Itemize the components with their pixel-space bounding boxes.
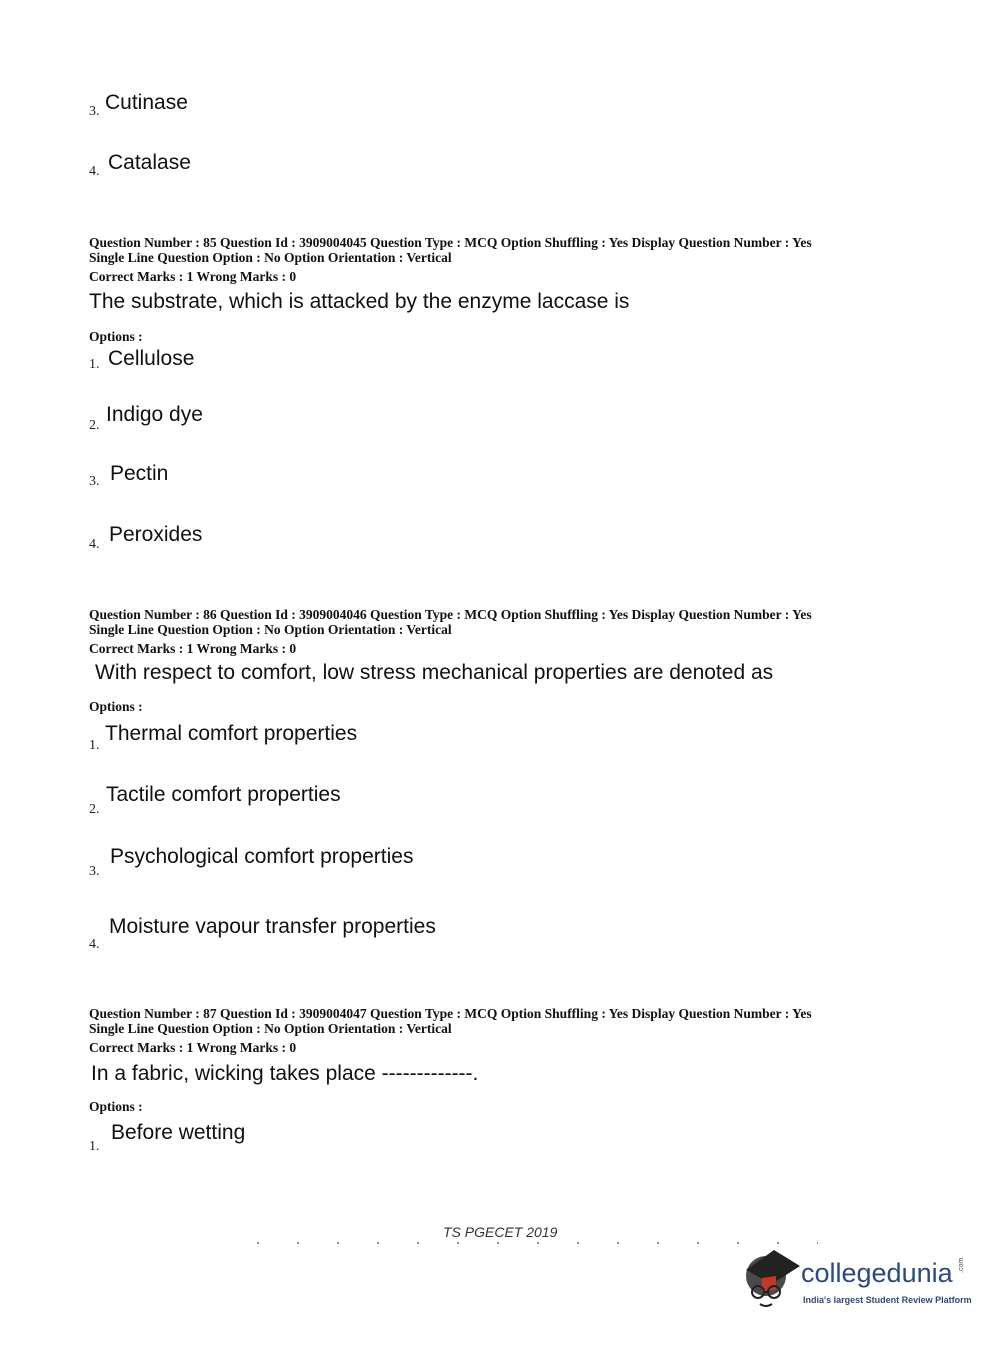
- option-number: 3.: [89, 104, 100, 119]
- option-number: 4.: [89, 537, 100, 552]
- option-text: Cutinase: [105, 91, 188, 114]
- question-text: The substrate, which is attacked by the enzyme laccase is: [89, 290, 630, 313]
- question-marks: Correct Marks : 1 Wrong Marks : 0: [89, 269, 297, 284]
- question-meta-line: Question Number : 86 Question Id : 3909004046 Question Type : MCQ Option Shuffling : Yes Display Question Number : Yes: [89, 607, 812, 622]
- question-meta: [89, 607, 812, 637]
- question-meta-line: Single Line Question Option : No Option Orientation : Vertical: [89, 1021, 452, 1036]
- option-number: 3.: [89, 864, 100, 879]
- option-number: 1.: [89, 357, 100, 372]
- option-text: Peroxides: [109, 523, 203, 546]
- question-text: In a fabric, wicking takes place -------------.: [91, 1062, 479, 1085]
- footer-exam-title: TS PGECET 2019: [443, 1224, 558, 1240]
- option-number: 4.: [89, 937, 100, 952]
- question-meta: [89, 1006, 812, 1036]
- option-text: Before wetting: [111, 1121, 246, 1144]
- question-meta-line: Single Line Question Option : No Option Orientation : Vertical: [89, 622, 452, 637]
- question-meta: [89, 235, 812, 265]
- option-number: 1.: [89, 738, 100, 753]
- option-number: 3.: [89, 474, 100, 489]
- options-label: Options :: [89, 1099, 143, 1114]
- question-marks: Correct Marks : 1 Wrong Marks : 0: [89, 1040, 297, 1055]
- options-label: Options :: [89, 329, 143, 344]
- option-text: Cellulose: [108, 347, 195, 370]
- question-meta-line: Question Number : 85 Question Id : 3909004045 Question Type : MCQ Option Shuffling : Yes Display Question Number : Yes: [89, 235, 812, 250]
- logo-brand-text: collegedunia: [801, 1258, 953, 1288]
- question-meta-line: Single Line Question Option : No Option Orientation : Vertical: [89, 250, 452, 265]
- footer-dotted-line: [238, 1241, 818, 1245]
- logo-tagline: India's largest Student Review Platform: [803, 1295, 972, 1305]
- option-number: 2.: [89, 418, 100, 433]
- option-text: Catalase: [108, 151, 191, 174]
- option-number: 2.: [89, 802, 100, 817]
- collegedunia-logo: [740, 1246, 970, 1318]
- option-text: Pectin: [110, 462, 169, 485]
- option-text: Tactile comfort properties: [106, 783, 341, 806]
- options-label: Options :: [89, 699, 143, 714]
- question-marks: Correct Marks : 1 Wrong Marks : 0: [89, 641, 297, 656]
- logo-com-text: .com: [958, 1257, 965, 1273]
- question-meta-line: Question Number : 87 Question Id : 3909004047 Question Type : MCQ Option Shuffling : Yes Display Question Number : Yes: [89, 1006, 812, 1021]
- question-text: With respect to comfort, low stress mechanical properties are denoted as: [95, 661, 774, 684]
- option-text: Psychological comfort properties: [110, 845, 414, 868]
- option-text: Indigo dye: [106, 403, 203, 426]
- option-text: Moisture vapour transfer properties: [109, 915, 436, 938]
- graduate-cap-icon: [740, 1246, 802, 1312]
- option-number: 1.: [89, 1139, 100, 1154]
- option-text: Thermal comfort properties: [105, 722, 358, 745]
- option-number: 4.: [89, 164, 100, 179]
